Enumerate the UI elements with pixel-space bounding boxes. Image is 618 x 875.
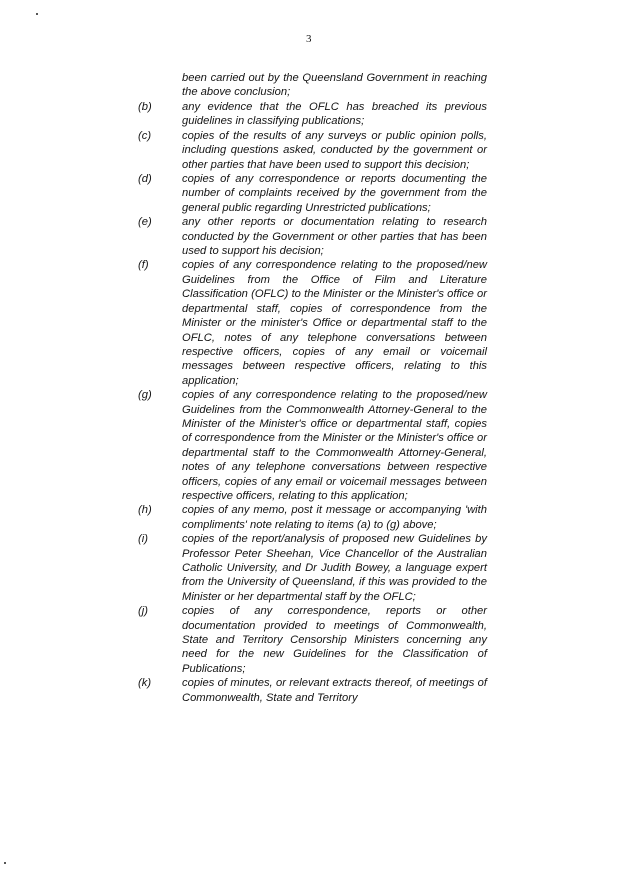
- list-item: [138, 388, 487, 503]
- page-number: 3: [306, 33, 312, 45]
- list-item: [138, 215, 487, 258]
- item-text: copies of the report/analysis of proposed new Guidelines by Professor Peter Sheehan, Vice Chancellor of the Australian Catholic University, and Dr Judith Bowey, a language expert from the University of Queensland, if this was provided to the Minister or her departmental staff by the OFLC;: [182, 533, 487, 603]
- item-marker: (d): [138, 173, 152, 186]
- scan-speck: [4, 862, 6, 864]
- scan-speck: [36, 13, 38, 15]
- list-item: [138, 129, 487, 172]
- item-marker: (h): [138, 504, 152, 517]
- item-text: any evidence that the OFLC has breached its previous guidelines in classifying publications;: [182, 101, 487, 128]
- item-text: copies of any correspondence or reports documenting the number of complaints received by the government from the general public regarding Unrestricted publications;: [182, 173, 487, 214]
- item-marker: (c): [138, 129, 152, 142]
- list-item: [138, 532, 487, 604]
- request-item-list: [138, 100, 487, 705]
- list-item: [138, 172, 487, 215]
- list-item: [138, 604, 487, 676]
- list-item: [138, 503, 487, 532]
- list-item: [138, 258, 487, 388]
- item-text: copies of any correspondence relating to the proposed/new Guidelines from the Commonwealth Attorney-General to the Minister of the Minister's office or departmental staff, copies of correspondence from the Minister or the Minister's office or departmental staff to the Commonwealth Attorney-General, notes of any telephone conversations between respective officers, copies of any email or voicemail messages between respective officers, relating to this application;: [182, 389, 487, 502]
- item-marker: (f): [138, 259, 149, 272]
- item-marker: (g): [138, 389, 152, 402]
- item-text: copies of any correspondence relating to the proposed/new Guidelines from the Office of Film and Literature Classification (OFLC) to the Minister or the Minister's office or departmental staff, copies of correspondence from the Minister or the minister's Office or departmental staff to the OFLC, notes of any telephone conversations between respective officers, copies of any email or voicemail messages between respective officers, relating to this application;: [182, 259, 487, 387]
- item-marker: (e): [138, 216, 152, 229]
- item-text: copies of minutes, or relevant extracts thereof, of meetings of Commonwealth, State and Territory: [182, 677, 487, 704]
- list-item: [138, 100, 487, 129]
- item-text: copies of any correspondence, reports or other documentation provided to meetings of Commonwealth, State and Territory Censorship Ministers concerning any need for the new Guidelines for the Classification of Publications;: [182, 605, 487, 675]
- list-item: [138, 676, 487, 705]
- item-marker: (k): [138, 677, 152, 690]
- item-marker: (j): [138, 605, 148, 618]
- item-text: copies of the results of any surveys or public opinion polls, including questions asked, conducted by the government or other parties that have been used to support this decision;: [182, 129, 487, 171]
- item-marker: (b): [138, 101, 152, 113]
- item-text: any other reports or documentation relating to research conducted by the Government or other parties that has been used to support his decision;: [182, 216, 487, 258]
- item-text: copies of any memo, post it message or accompanying 'with compliments' note relating to items (a) to (g) above;: [182, 504, 487, 531]
- item-marker: (i): [138, 533, 148, 546]
- continuation-paragraph: been carried out by the Queensland Government in reaching the above conclusion;: [182, 72, 487, 99]
